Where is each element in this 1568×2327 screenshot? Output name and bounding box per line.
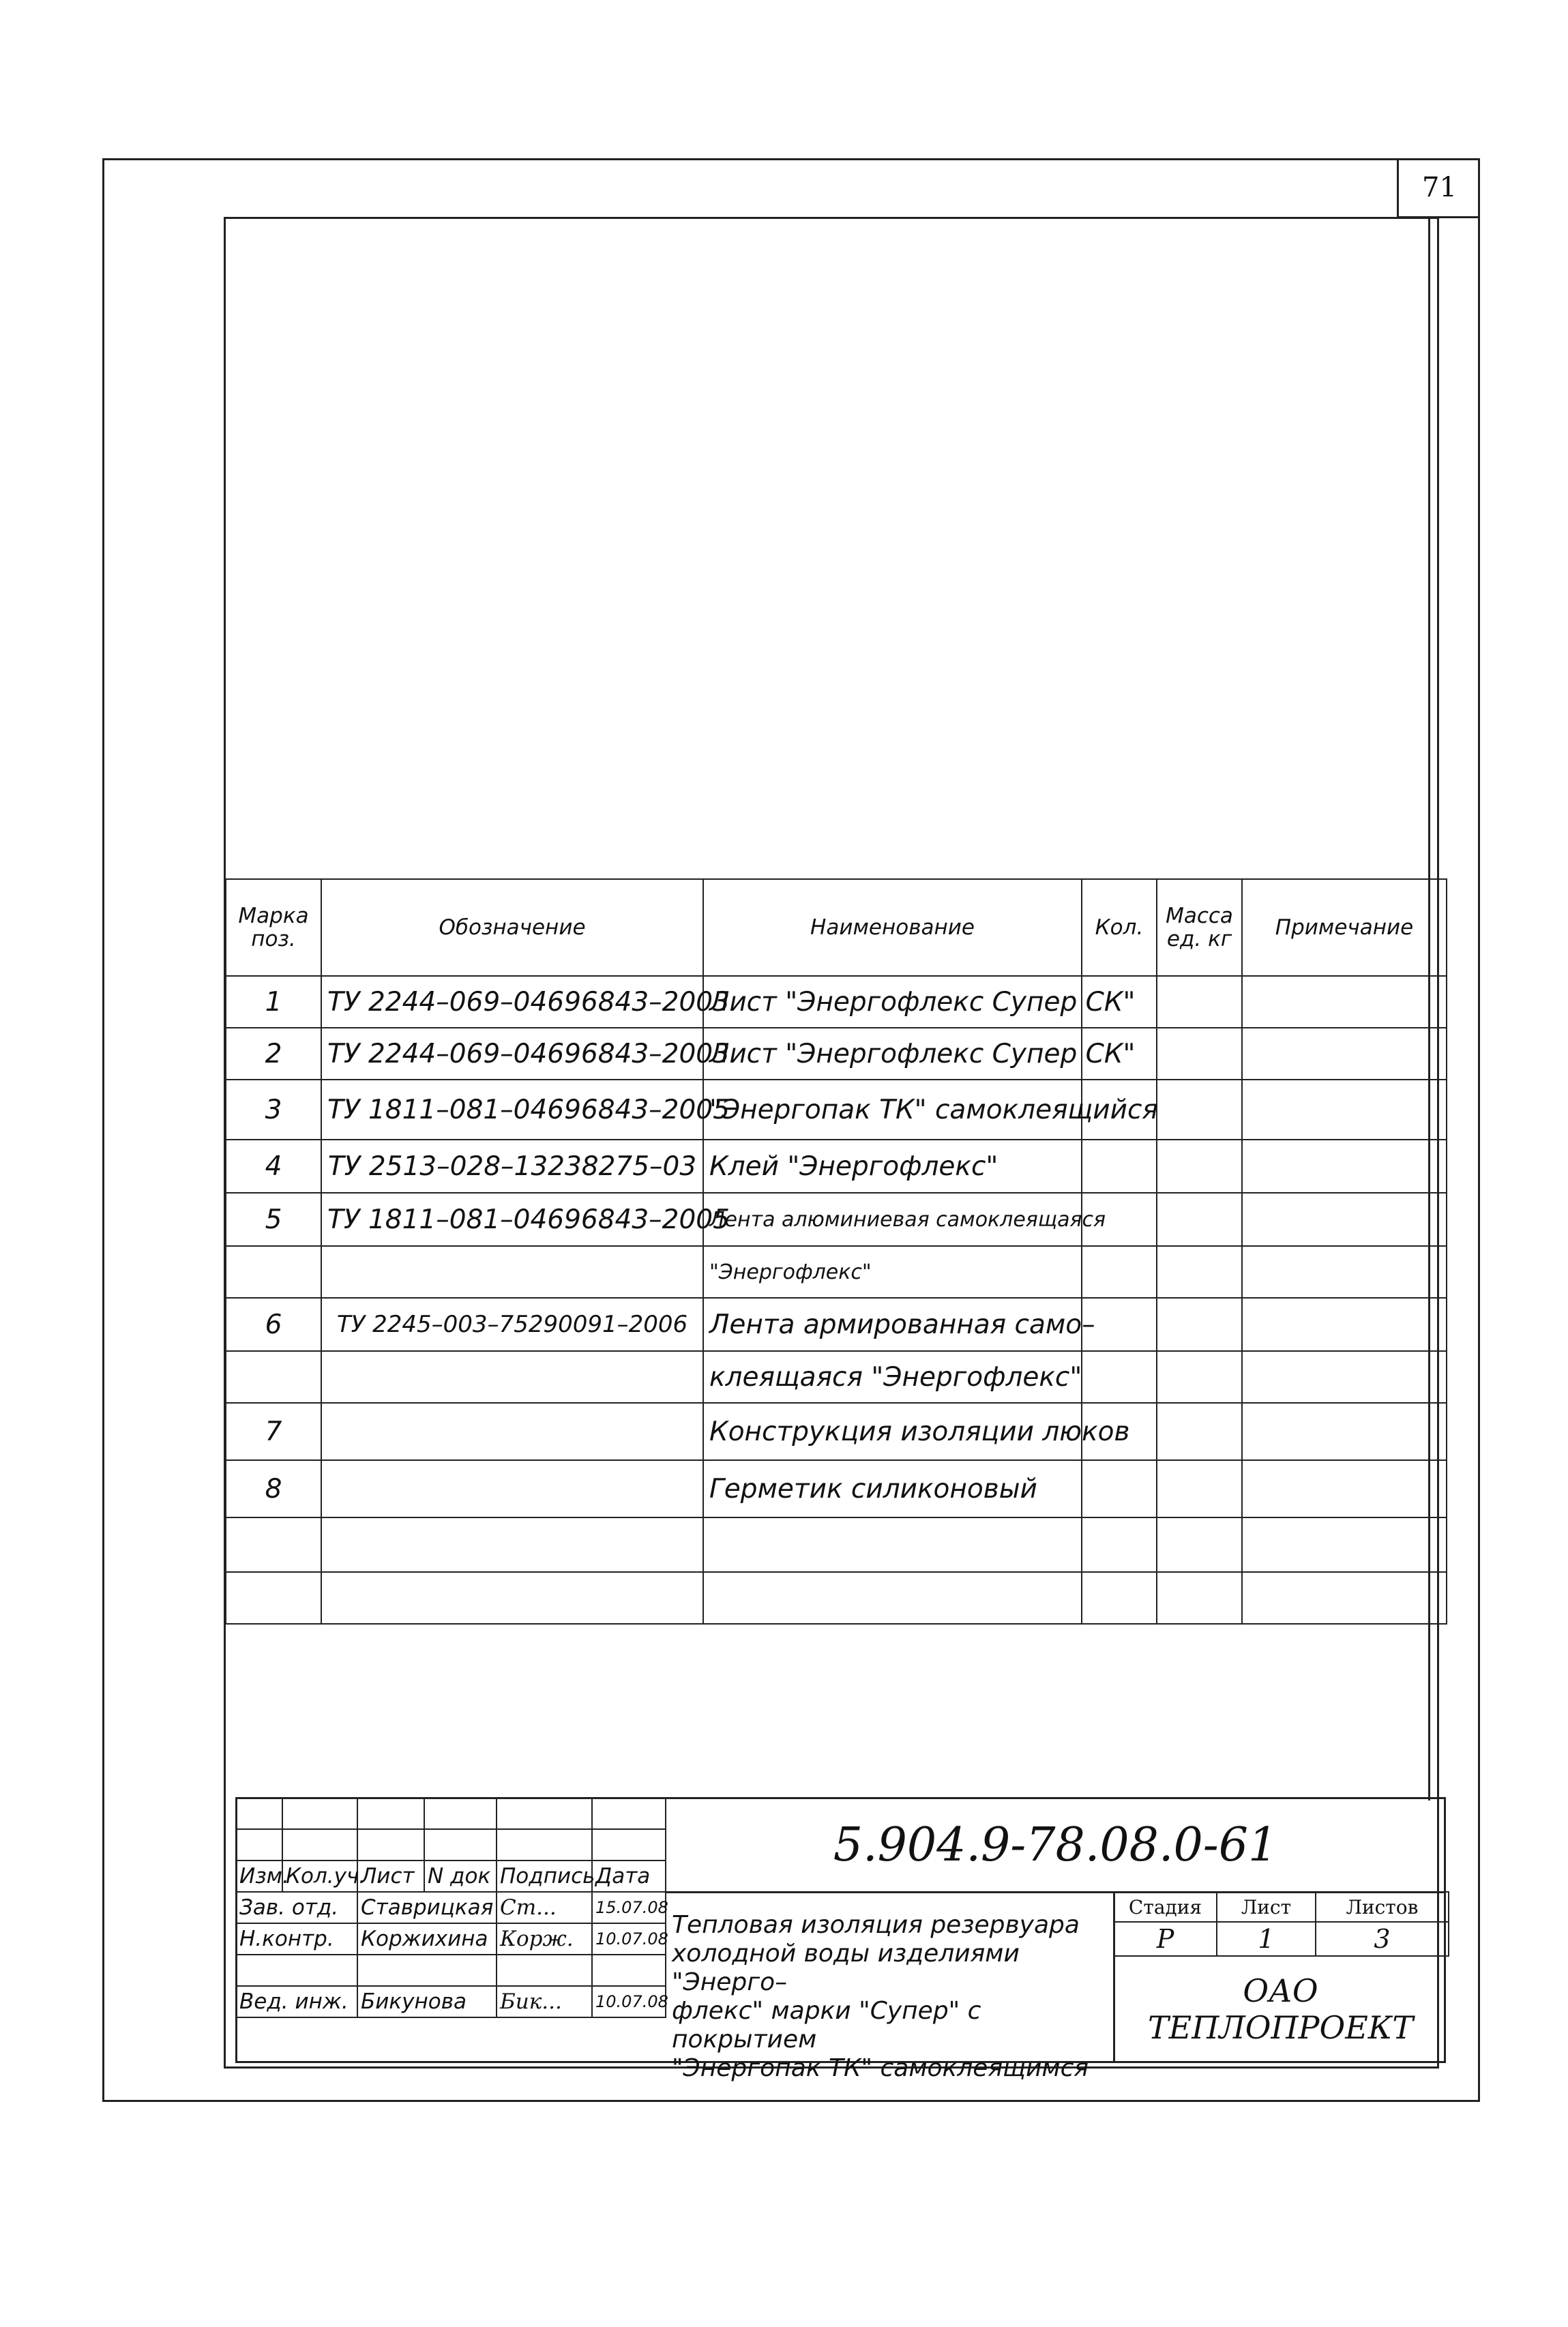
cell-qty xyxy=(1082,1572,1157,1624)
signer-row xyxy=(236,1986,666,2017)
signer-role: Н.контр. xyxy=(236,1923,357,1955)
signer-signature: Ст... xyxy=(497,1892,592,1923)
cell-designation: ТУ 2245–003–75290091–2006 xyxy=(321,1298,703,1351)
signer-role: Зав. отд. xyxy=(236,1892,357,1923)
header-mark: Марка поз. xyxy=(226,879,321,976)
cell-mass xyxy=(1157,976,1242,1028)
cell-mark xyxy=(226,1351,321,1403)
cell-designation: ТУ 2244–069–04696843–2003 xyxy=(321,1028,703,1080)
cell-mass xyxy=(1157,1351,1242,1403)
cell-name: клеящаяся "Энергофлекс" xyxy=(703,1351,1082,1403)
cell-mark: 7 xyxy=(226,1403,321,1460)
page-number: 71 xyxy=(1397,158,1480,218)
header-name: Наименование xyxy=(703,879,1082,976)
table-row xyxy=(226,1193,1447,1246)
signer-role xyxy=(236,1955,357,1986)
document-title-line: Тепловая изоляция резервуара xyxy=(672,1911,1080,1939)
table-row xyxy=(226,1403,1447,1460)
signer-role: Вед. инж. xyxy=(236,1986,357,2017)
cell-designation xyxy=(321,1403,703,1460)
cell-name xyxy=(703,1517,1082,1572)
label-kol-uch: Кол.уч. xyxy=(282,1861,357,1892)
cell-note xyxy=(1242,1080,1447,1140)
label-sheet: Лист xyxy=(1217,1892,1316,1922)
signer-name: Ставрицкая xyxy=(357,1892,497,1923)
cell-mark: 5 xyxy=(226,1193,321,1246)
table-row xyxy=(226,1028,1447,1080)
cell-qty xyxy=(1082,1246,1157,1298)
cell-name: Клей "Энергофлекс" xyxy=(703,1140,1082,1193)
cell-note xyxy=(1242,1460,1447,1517)
signer-date: 10.07.08 xyxy=(592,1923,666,1955)
header-mass: Масса ед. кг xyxy=(1157,879,1242,976)
label-stage: Стадия xyxy=(1114,1892,1217,1922)
label-data: Дата xyxy=(592,1861,666,1892)
header-note: Примечание xyxy=(1242,879,1447,976)
signer-date xyxy=(592,1955,666,1986)
document-title-line: "Энергопак ТК" самоклеящимся xyxy=(672,2054,1089,2082)
document-title xyxy=(665,1893,1115,2082)
cell-name: Лист "Энергофлекс Супер СК" xyxy=(703,1028,1082,1080)
cell-designation: ТУ 1811–081–04696843–2005 xyxy=(321,1080,703,1140)
revision-empty-row xyxy=(236,1829,666,1861)
table-row xyxy=(226,1298,1447,1351)
cell-qty xyxy=(1082,1460,1157,1517)
cell-name: Герметик силиконовый xyxy=(703,1460,1082,1517)
cell-note xyxy=(1242,1298,1447,1351)
cell-name: "Энергопак ТК" самоклеящийся xyxy=(703,1080,1082,1140)
document-title-line: флекс" марки "Супер" с покрытием xyxy=(672,1997,981,2054)
signer-row xyxy=(236,1955,666,1986)
cell-qty xyxy=(1082,1140,1157,1193)
label-sheets: Листов xyxy=(1316,1892,1449,1922)
cell-mass xyxy=(1157,1460,1242,1517)
cell-mass xyxy=(1157,1403,1242,1460)
table-row xyxy=(226,1460,1447,1517)
signer-row xyxy=(236,1892,666,1923)
label-list: Лист xyxy=(357,1861,424,1892)
header-designation: Обозначение xyxy=(321,879,703,976)
cell-mark: 1 xyxy=(226,976,321,1028)
cell-note xyxy=(1242,1403,1447,1460)
table-row xyxy=(226,976,1447,1028)
cell-mass xyxy=(1157,1140,1242,1193)
cell-mark: 8 xyxy=(226,1460,321,1517)
cell-name: Лист "Энергофлекс Супер СК" xyxy=(703,976,1082,1028)
document-code: 5.904.9-78.08.0-61 xyxy=(665,1799,1446,1893)
signer-signature: Корж. xyxy=(497,1923,592,1955)
label-izm: Изм. xyxy=(236,1861,282,1892)
organization xyxy=(1115,1957,1446,2061)
spec-header-row xyxy=(226,879,1447,976)
value-stage: Р xyxy=(1114,1922,1217,1956)
header-qty: Кол. xyxy=(1082,879,1157,976)
table-row xyxy=(226,1140,1447,1193)
cell-mark xyxy=(226,1517,321,1572)
cell-note xyxy=(1242,1193,1447,1246)
table-row xyxy=(226,1246,1447,1298)
table-row xyxy=(226,1572,1447,1624)
title-block xyxy=(235,1797,1446,2082)
cell-designation xyxy=(321,1572,703,1624)
cell-designation: ТУ 2244–069–04696843–2003 xyxy=(321,976,703,1028)
table-row xyxy=(226,1351,1447,1403)
spec-body xyxy=(226,976,1447,1624)
value-sheets: 3 xyxy=(1316,1922,1449,1956)
signer-signature xyxy=(497,1955,592,1986)
cell-designation: ТУ 1811–081–04696843–2005 xyxy=(321,1193,703,1246)
cell-mark xyxy=(226,1572,321,1624)
cell-mass xyxy=(1157,1193,1242,1246)
cell-note xyxy=(1242,1246,1447,1298)
cell-note xyxy=(1242,976,1447,1028)
value-sheet: 1 xyxy=(1217,1922,1316,1956)
revision-header-row xyxy=(236,1861,666,1892)
signer-name: Коржихина xyxy=(357,1923,497,1955)
table-row xyxy=(226,1080,1447,1140)
signer-name: Бикунова xyxy=(357,1986,497,2017)
cell-qty xyxy=(1082,1517,1157,1572)
cell-name: Лента алюминиевая самоклеящаяся xyxy=(703,1193,1082,1246)
revision-grid xyxy=(235,1797,666,2018)
cell-designation xyxy=(321,1517,703,1572)
cell-designation xyxy=(321,1351,703,1403)
signer-signature: Бик... xyxy=(497,1986,592,2017)
cell-mark: 2 xyxy=(226,1028,321,1080)
label-podpis: Подпись xyxy=(497,1861,592,1892)
cell-designation xyxy=(321,1460,703,1517)
stage-sheet-table xyxy=(1113,1891,1449,1957)
cell-name: Лента армированная само– xyxy=(703,1298,1082,1351)
cell-mass xyxy=(1157,1080,1242,1140)
document-title-line: холодной воды изделиями "Энерго– xyxy=(672,1940,1020,1996)
cell-qty xyxy=(1082,1351,1157,1403)
cell-mark: 4 xyxy=(226,1140,321,1193)
cell-mark: 3 xyxy=(226,1080,321,1140)
signer-date: 10.07.08 xyxy=(592,1986,666,2017)
revision-empty-row xyxy=(236,1798,666,1829)
cell-mass xyxy=(1157,1517,1242,1572)
cell-note xyxy=(1242,1572,1447,1624)
cell-name: Конструкция изоляции люков xyxy=(703,1403,1082,1460)
cell-name: "Энергофлекс" xyxy=(703,1246,1082,1298)
organization-line2: ТЕПЛОПРОЕКТ xyxy=(1147,2009,1414,2046)
cell-name xyxy=(703,1572,1082,1624)
cell-note xyxy=(1242,1351,1447,1403)
label-n-dok: N док xyxy=(424,1861,497,1892)
signer-name xyxy=(357,1955,497,1986)
cell-note xyxy=(1242,1140,1447,1193)
cell-mark: 6 xyxy=(226,1298,321,1351)
cell-mass xyxy=(1157,1246,1242,1298)
cell-designation xyxy=(321,1246,703,1298)
cell-note xyxy=(1242,1517,1447,1572)
cell-mass xyxy=(1157,1298,1242,1351)
cell-mass xyxy=(1157,1572,1242,1624)
cell-note xyxy=(1242,1028,1447,1080)
table-row xyxy=(226,1517,1447,1572)
cell-mass xyxy=(1157,1028,1242,1080)
organization-line1: ОАО xyxy=(1243,1972,1318,2009)
signer-date: 15.07.08 xyxy=(592,1892,666,1923)
cell-mark xyxy=(226,1246,321,1298)
specification-table xyxy=(225,878,1447,1625)
cell-designation: ТУ 2513–028–13238275–03 xyxy=(321,1140,703,1193)
signer-row xyxy=(236,1923,666,1955)
